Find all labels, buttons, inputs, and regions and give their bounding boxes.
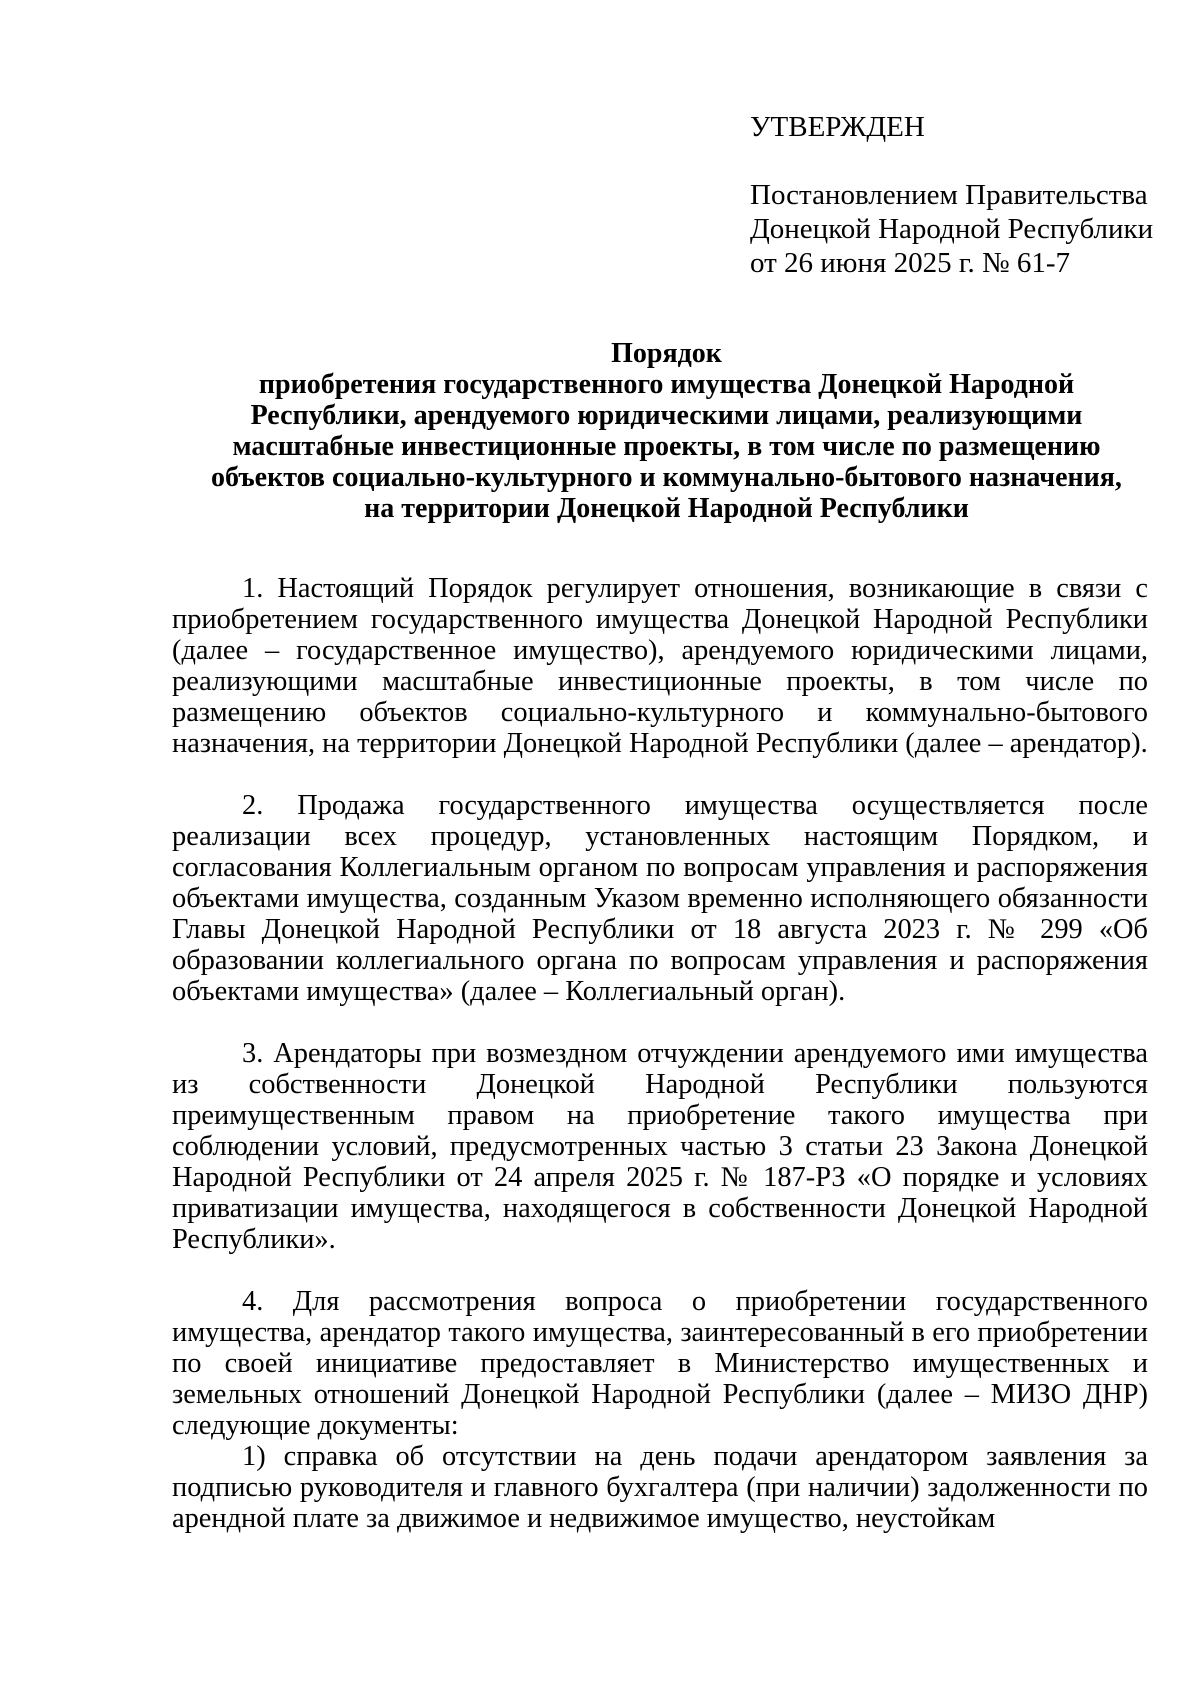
paragraph-number: 4. xyxy=(242,1286,264,1317)
title-line: приобретения государственного имущества Донецкой Народной xyxy=(258,369,1075,400)
approval-stamp-block xyxy=(750,110,1180,280)
paragraph-text: Арендаторы при возмездном отчуждении арендуемого ими имущества из собственности Донецкой Народной Республики пользуются преимущественным правом на приобретение такого имущества при соблюдении условий, предусмотренных частью 3 статьи 23 Закона Донецкой Народной Республики от 24 апреля 2025 г. № 187-РЗ «О порядке и условиях приватизации имущества, находящегося в собственности Донецкой Народной Республики». xyxy=(172,1038,1148,1255)
paragraph-text: Настоящий Порядок регулирует отношения, возникающие в связи с приобретением государственного имущества Донецкой Народной Республики (далее – государственное имущество), арендуемого юридическими лицами, реализующими масштабные инвестиционные проекты, в том числе по размещению объектов социально-культурного и коммунально-бытового назначения, на территории Донецкой Народной Республики (далее – арендатор). xyxy=(172,573,1149,759)
paragraph-3 xyxy=(172,1038,1148,1255)
document-title xyxy=(120,338,1200,524)
title-line: объектов социально-культурного и коммунально-бытового назначения, xyxy=(211,462,1122,493)
paragraph-2 xyxy=(172,790,1148,1007)
title-line: Республики, арендуемого юридическими лицами, реализующими xyxy=(250,400,1083,431)
paragraph-number: 2. xyxy=(242,790,264,821)
approval-decree-line: Постановлением Правительства xyxy=(750,179,1148,211)
approval-date-line: от 26 июня 2025 г. № 61-7 xyxy=(750,247,1071,279)
paragraph-number: 3. xyxy=(242,1038,264,1069)
approval-republic-line: Донецкой Народной Республики xyxy=(750,213,1154,245)
paragraph-text: Продажа государственного имущества осуществляется после реализации всех процедур, установленных настоящим Порядком, и согласования Коллегиальным органом по вопросам управления и распоряжения объектами имущества, созданным Указом временно исполняющего обязанности Главы Донецкой Народной Республики от 18 августа 2023 г. № 299 «Об образовании коллегиального органа по вопросам управления и распоряжения объектами имущества» (далее – Коллегиальный орган). xyxy=(172,790,1148,1007)
approved-label: УТВЕРЖДЕН xyxy=(750,111,925,143)
subparagraph-4-1 xyxy=(172,1441,1148,1534)
paragraph-1 xyxy=(172,573,1148,759)
title-line: Порядок xyxy=(611,338,722,369)
title-line: на территории Донецкой Народной Республики xyxy=(364,493,969,524)
paragraph-4 xyxy=(172,1286,1148,1441)
document-body xyxy=(172,573,1148,1534)
subparagraph-number: 1) xyxy=(242,1441,266,1472)
title-line: масштабные инвестиционные проекты, в том числе по размещению xyxy=(232,431,1101,462)
paragraph-text: Для рассмотрения вопроса о приобретении государственного имущества, арендатор такого имущества, заинтересованный в его приобретении по своей инициативе предоставляет в Министерство имущественных и земельных отношений Донецкой Народной Республики (далее – МИЗО ДНР) следующие документы: xyxy=(172,1286,1148,1441)
paragraph-number: 1. xyxy=(242,573,264,604)
subparagraph-text: справка об отсутствии на день подачи арендатором заявления за подписью руководителя и главного бухгалтера (при наличии) задолженности по арендной плате за движимое и недвижимое имущество, неустойкам xyxy=(172,1441,1148,1534)
